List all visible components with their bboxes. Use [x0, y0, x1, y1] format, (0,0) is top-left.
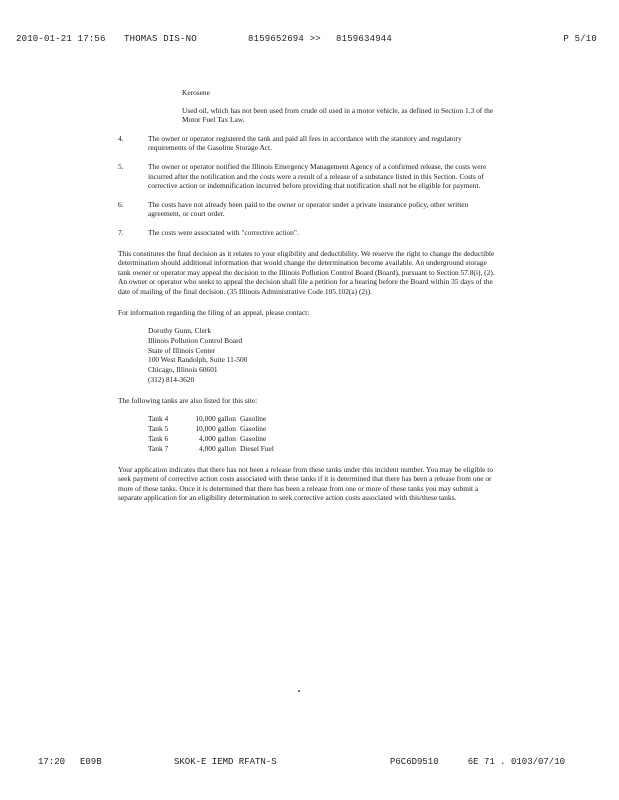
- tank-product: Gasoline: [240, 414, 267, 424]
- tank-name: Tank 4: [148, 414, 169, 424]
- tank-name: Tank 5: [148, 424, 169, 434]
- criteria-item: [118, 200, 500, 219]
- tank-name: Tank 6: [148, 434, 169, 444]
- fuel-type-heading: Kerosene: [182, 88, 210, 97]
- fax-sender: THOMAS DIS-NO: [124, 34, 197, 44]
- fuel-type-description: Used oil, which has not been used from crude oil used in a motor vehicle, as defined in Section 1.3 of the Motor Fuel Tax Law.: [182, 105, 494, 125]
- footer-name: SKOK-E IEMD RFATN-S: [174, 757, 277, 767]
- fax-from-number: 8159652694 >>: [248, 34, 321, 44]
- tank-capacity: 4,000 gallon: [199, 443, 236, 453]
- tanks-intro: The following tanks are also listed for this site:: [118, 395, 258, 405]
- item-text: The owner or operator registered the tank and paid all fees in accordance with the statutory and regulatory requirements of the Gasoline Storage Act.: [148, 133, 462, 153]
- clerk-address: [148, 326, 500, 385]
- tank-product: Diesel Fuel: [240, 443, 274, 453]
- tank-name: Tank 7: [148, 443, 169, 453]
- item-number: 5.: [118, 161, 124, 171]
- criteria-item: [118, 228, 500, 238]
- tank-list: [148, 414, 500, 453]
- final-decision-paragraph: This constitutes the final decision as it relates to your eligibility and deductibility. We reserve the right to change the deductible determination should additional information that would change the determination become available. An underground storage tank owner or operator may appeal the decision to the Illinois Pollution Control Board (Board), pursuant to Section 57.8(i), (2). An owner or operator who seeks to appeal the decision shall file a petition for a hearing before the Board within 35 days of the date of mailing of the final decision. (35 Illinois Administrative Code 105.102(a) (2)).: [118, 248, 495, 296]
- footer-page-info: 6E 71 . 0103/07/10: [467, 757, 565, 767]
- tank-product: Gasoline: [240, 424, 267, 434]
- fax-page-number: P 5/10: [563, 34, 597, 44]
- tank-capacity: 4,000 gallon: [199, 434, 236, 444]
- item-text: The owner or operator notified the Illinois Emergency Management Agency of a confirmed release, the costs were incurred after the notification and the costs were a result of a release of a substance listed in this Section. Costs of corrective action or indemnification incurred before providing that notification shall not be eligible for payment.: [148, 161, 487, 191]
- footer-time: 17:20: [38, 757, 66, 767]
- scan-speck: [298, 690, 300, 692]
- appeal-intro: For information regarding the filing of an appeal, please contact:: [118, 307, 310, 317]
- item-number: 6.: [118, 199, 124, 209]
- criteria-item: [118, 134, 500, 153]
- address-line: Dorothy Gunn, Clerk: [148, 326, 212, 336]
- item-number: 7.: [118, 227, 124, 237]
- fax-to-number: 8159634944: [336, 34, 393, 44]
- tank-row: [148, 414, 500, 424]
- tank-capacity: 10,000 gallon: [195, 424, 236, 434]
- address-line: Illinois Pollution Control Board: [148, 335, 243, 345]
- closing-paragraph: Your application indicates that there has not been a release from these tanks under this incident number. You may be eligible to seek payment of corrective action costs associated with these tanks if it is determined that there has been a release from one or more of these tanks. Once it is determined that there has been a release from one or more of these tanks you may submit a separate application for an eligibility determination to seek corrective action costs associated with this/these tanks.: [118, 464, 494, 503]
- tank-row: [148, 444, 500, 454]
- criteria-item: [118, 162, 500, 191]
- address-line: State of Illinois Center: [148, 345, 216, 355]
- address-line: Chicago, Illinois 60601: [148, 365, 218, 375]
- item-text: The costs have not already been paid to the owner or operator under a private insurance policy, other written agreement, or court order.: [148, 199, 469, 219]
- address-line: (312) 814-3620: [148, 375, 195, 385]
- item-number: 4.: [118, 133, 124, 143]
- footer-id: E09B: [80, 757, 102, 767]
- item-text: The costs were associated with "corrective action".: [148, 227, 299, 237]
- fax-date: 2010-01-21 17:56: [16, 34, 106, 44]
- tank-row: [148, 424, 500, 434]
- tank-product: Gasoline: [240, 434, 267, 444]
- tank-row: [148, 434, 500, 444]
- tank-capacity: 10,000 gallon: [195, 414, 236, 424]
- address-line: 100 West Randolph, Suite 11-500: [148, 355, 248, 365]
- fax-header: [16, 34, 597, 48]
- footer-number: P6C6D9510: [390, 757, 439, 767]
- fax-footer: [38, 757, 565, 771]
- letter-body: [118, 80, 500, 503]
